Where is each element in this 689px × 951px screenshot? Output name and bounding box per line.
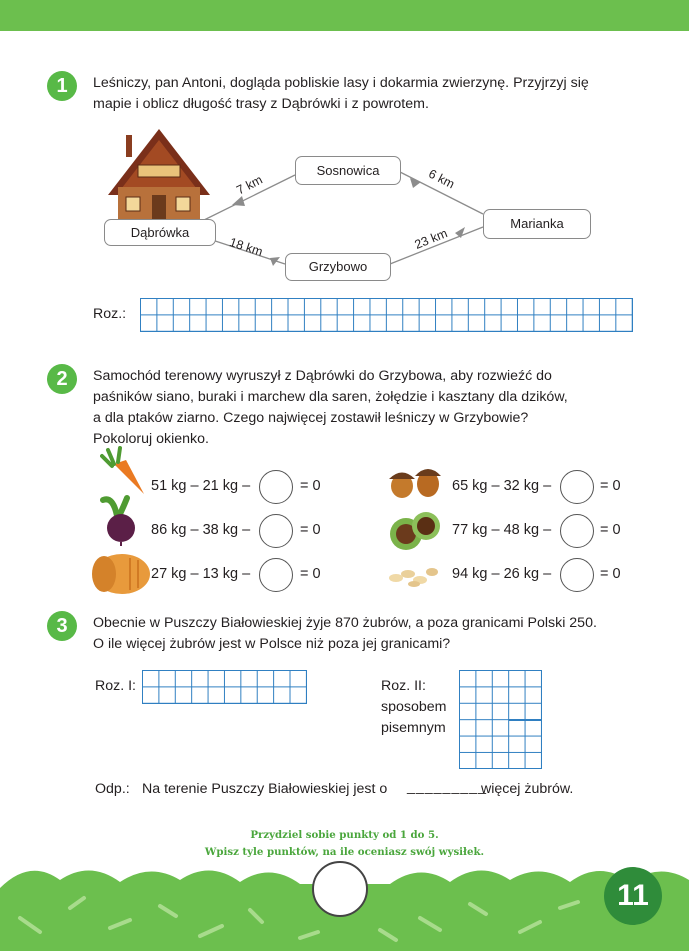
written-subtraction-line (509, 719, 542, 721)
task-1-text-line2: mapie i oblicz długość trasy z Dąbrówki i z powrotem. (93, 96, 429, 112)
chestnuts-icon (386, 504, 444, 554)
solution-label-1: Roz.: (93, 306, 127, 322)
answer-prefix: Odp.: (95, 781, 130, 797)
points-note-line2: Wpisz tyle punktów, na ile oceniasz swój wysiłek. (204, 846, 485, 858)
task-2-line2: paśników siano, buraki i marchew dla saren, żołędzie i kasztany dla dzików, (93, 389, 568, 405)
result-left-1: = 0 (300, 478, 321, 494)
roz2-label-line2: sposobem (381, 699, 447, 715)
task-3-number: 3 (47, 611, 77, 641)
answer-circle-left-2[interactable] (259, 514, 293, 548)
task-2-number: 2 (47, 364, 77, 394)
acorns-icon (386, 462, 444, 500)
answer-suffix: więcej żubrów. (481, 781, 574, 797)
task-2-line1: Samochód terenowy wyruszył z Dąbrówki do Grzybowa, aby rozwieźć do (93, 368, 552, 384)
result-left-3: = 0 (300, 566, 321, 582)
node-grzybowo: Grzybowo (285, 253, 391, 281)
expr-right-3: 94 kg – 26 kg – (452, 566, 552, 582)
roz2-label-line3: pisemnym (381, 720, 446, 736)
page-number: 11 (604, 867, 662, 925)
points-circle[interactable] (312, 861, 368, 917)
hay-bale-icon (90, 552, 150, 596)
answer-circle-right-2[interactable] (560, 514, 594, 548)
node-sosnowica: Sosnowica (295, 156, 401, 185)
carrot-icon (100, 446, 148, 498)
result-right-2: = 0 (600, 522, 621, 538)
answer-text: Na terenie Puszczy Białowieskiej jest o (142, 781, 388, 797)
answer-circle-right-3[interactable] (560, 558, 594, 592)
task-1-number: 1 (47, 71, 77, 101)
node-dabrowka: Dąbrówka (104, 219, 216, 246)
distance-label-7: 7 km (234, 172, 265, 198)
distance-label-23: 23 km (412, 226, 450, 252)
task-2-line3: a dla ptaków ziarno. Czego najwięcej zostawił leśniczy w Grzybowie? (93, 410, 529, 426)
task-1-text-line1: Leśniczy, pan Antoni, dogląda pobliskie lasy i dokarmia zwierzynę. Przyjrzyj się (93, 75, 589, 91)
solution-grid-1[interactable] (140, 298, 633, 332)
distance-label-18: 18 km (227, 235, 265, 259)
answer-circle-left-1[interactable] (259, 470, 293, 504)
solution-grid-roz1[interactable] (142, 670, 307, 704)
result-left-2: = 0 (300, 522, 321, 538)
result-right-3: = 0 (600, 566, 621, 582)
node-marianka: Marianka (483, 209, 591, 239)
points-note-line1: Przydziel sobie punkty od 1 do 5. (250, 829, 439, 841)
expr-left-1: 51 kg – 21 kg – (151, 478, 251, 494)
expr-left-2: 86 kg – 38 kg – (151, 522, 251, 538)
arrow-3 (455, 227, 465, 238)
expr-left-3: 27 kg – 13 kg – (151, 566, 251, 582)
expr-right-2: 77 kg – 48 kg – (452, 522, 552, 538)
arrow-1 (232, 196, 245, 206)
task-2-line4: Pokoloruj okienko. (93, 431, 209, 447)
answer-circle-left-3[interactable] (259, 558, 293, 592)
task-3-text-line2: O ile więcej żubrów jest w Polsce niż poza jej granicami? (93, 636, 451, 652)
expr-right-1: 65 kg – 32 kg – (452, 478, 552, 494)
answer-circle-right-1[interactable] (560, 470, 594, 504)
grain-icon (386, 562, 444, 590)
beet-icon (93, 494, 141, 546)
task-3-text-line1: Obecnie w Puszczy Białowieskiej żyje 870 żubrów, a poza granicami Polski 250. (93, 615, 597, 631)
distance-label-6: 6 km (426, 166, 457, 192)
result-right-1: = 0 (600, 478, 621, 494)
roz2-label-line1: Roz. II: (381, 678, 426, 694)
roz1-label: Roz. I: (95, 678, 136, 694)
answer-blank[interactable]: _________ (407, 779, 488, 795)
